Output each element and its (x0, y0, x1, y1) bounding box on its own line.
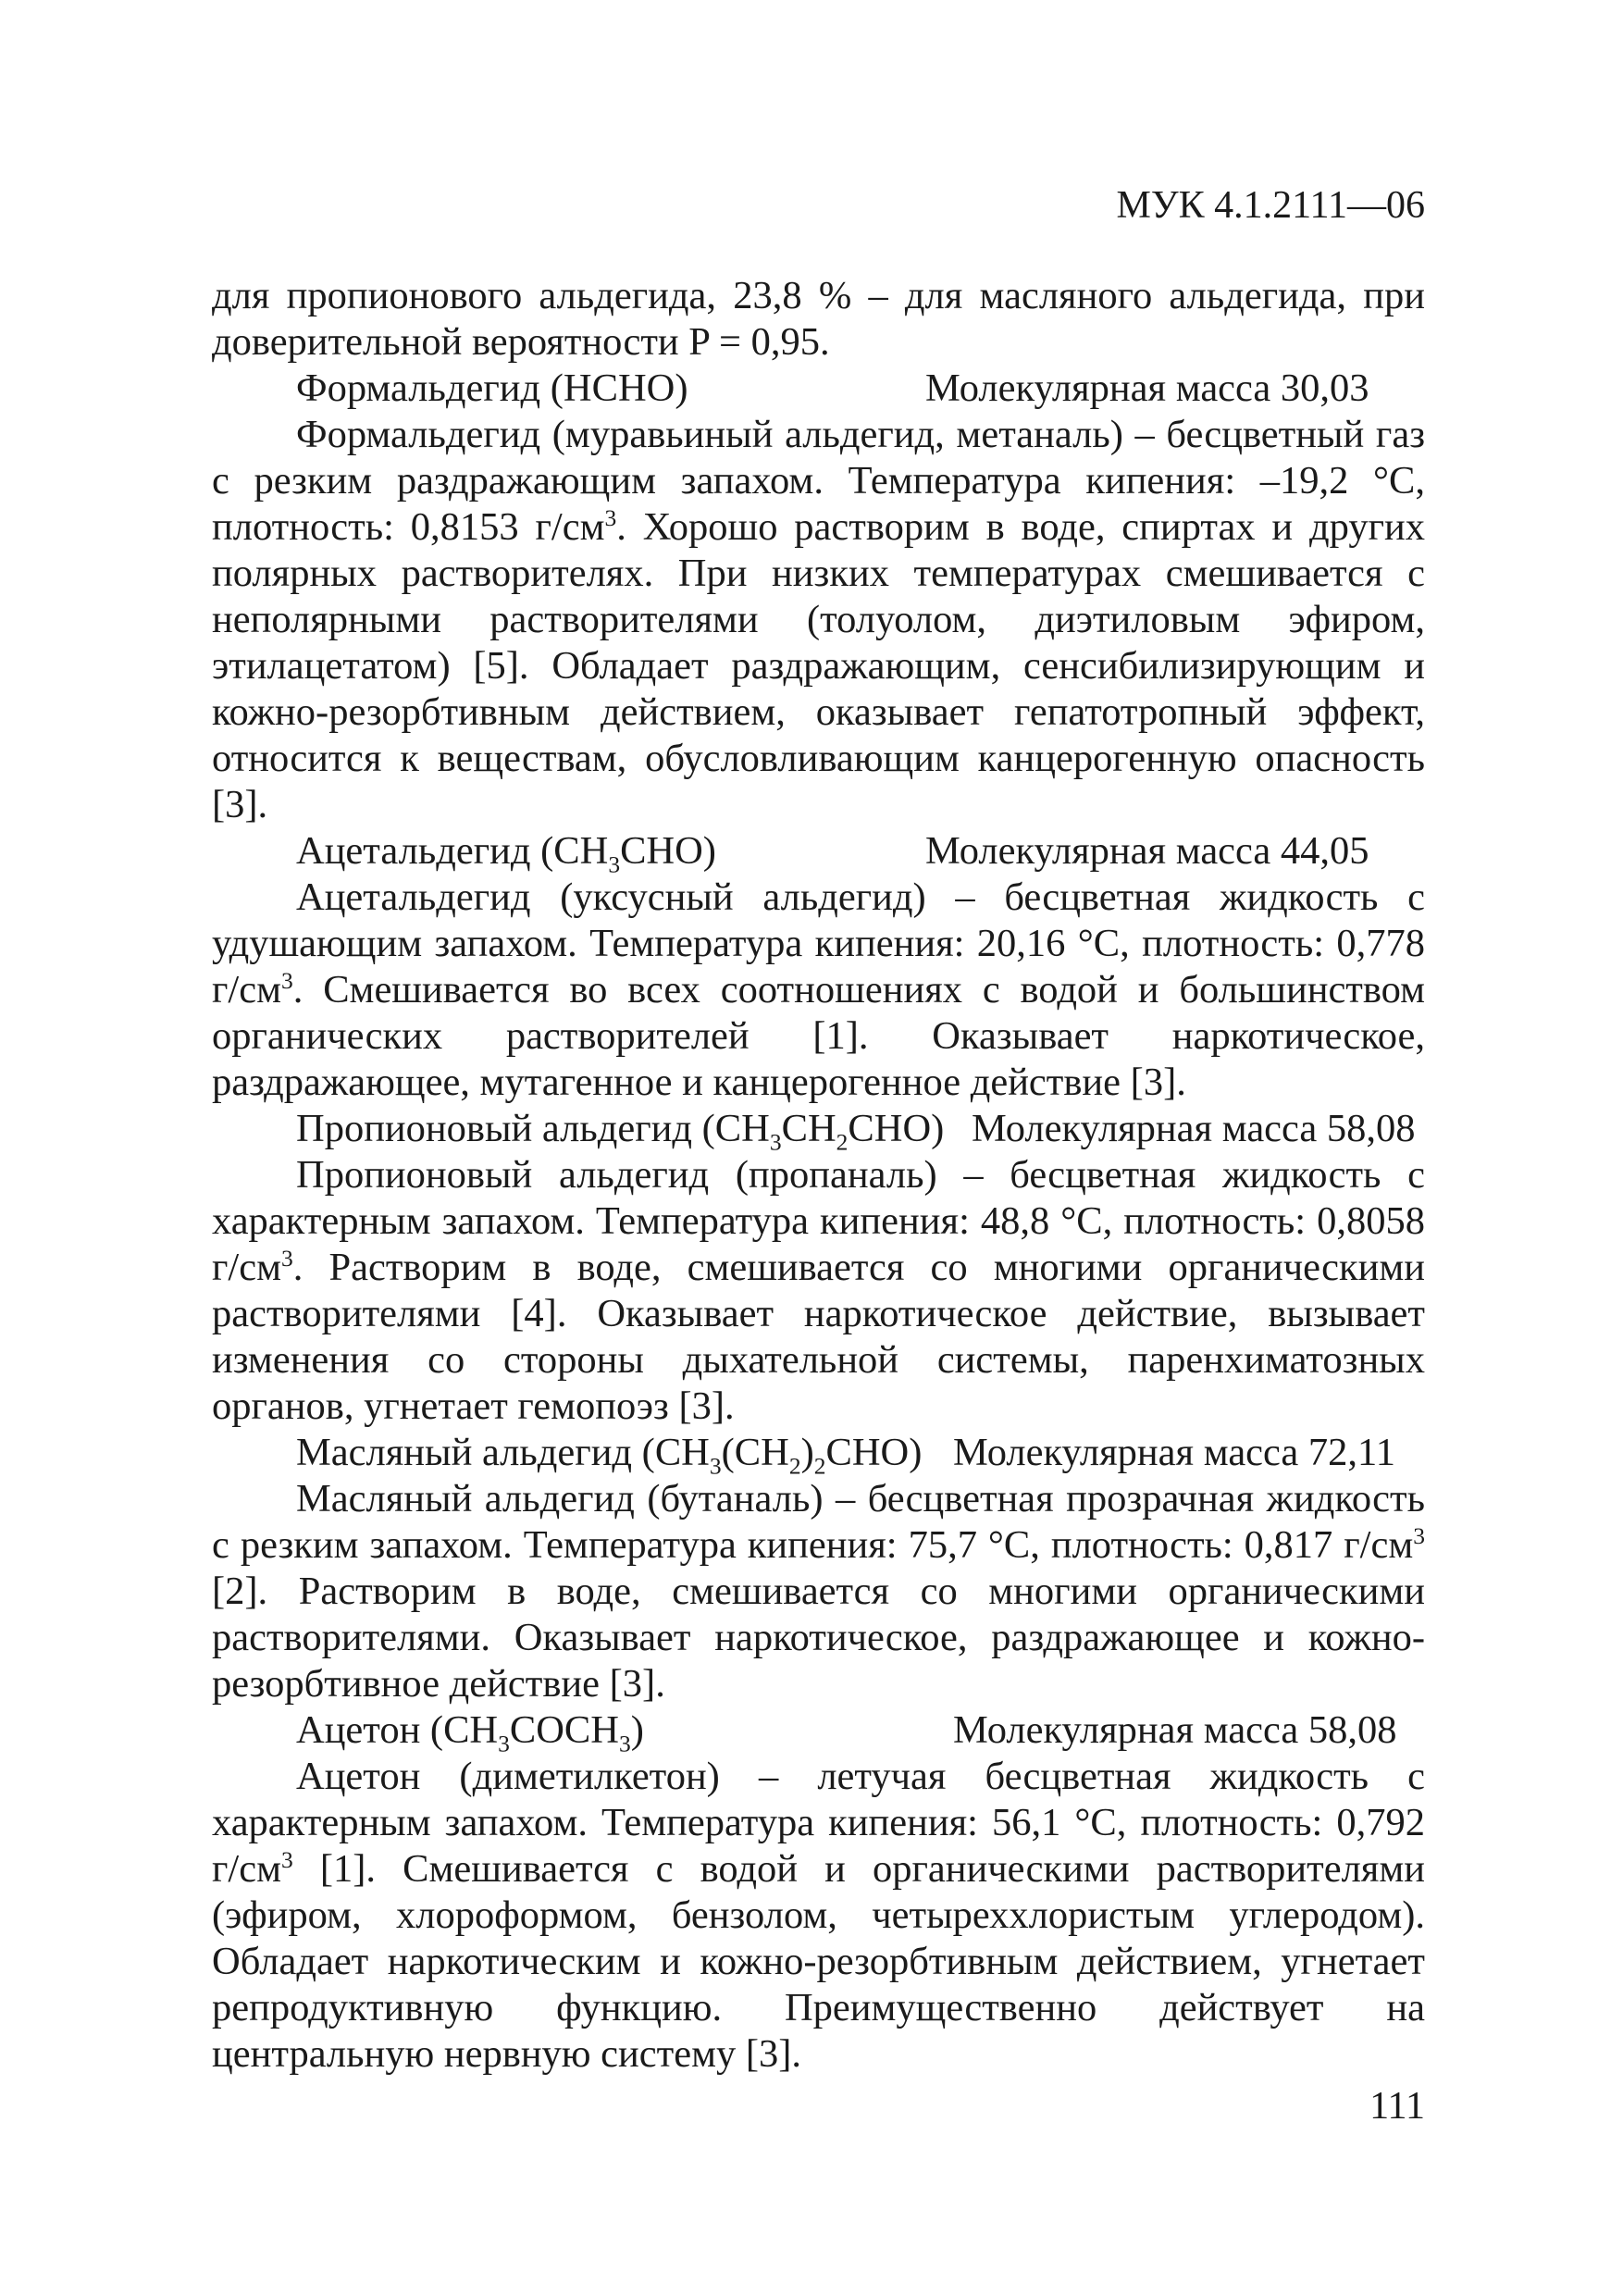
acetone-heading (212, 1707, 1425, 1757)
propionaldehyde-description: Пропионовый альдегид (пропаналь) – бесцветная жидкость с характерным запахом. Температура кипения: 48,8 °С, плотность: 0,8058 $г/см^3$. Растворим в воде, смешивается со многими органическими растворителями [4]. Оказывает наркотическое действие, вызывает изменения со стороны дыхательной системы, паренхиматозных органов, угнетает гемопоэз [3]. (212, 1153, 1425, 1428)
butyraldehyde-heading (212, 1430, 1425, 1480)
intro-paragraph: для пропионового альдегида, 23,8 % – для масляного альдегида, при доверительной вероятности P = 0,95. (212, 274, 1425, 364)
formaldehyde-heading (212, 366, 1425, 412)
acetone-description: Ацетон (диметилкетон) – летучая бесцветная жидкость с характерным запахом. Температура кипения: 56,1 °С, плотность: 0,792 $г/см^3$ [1]. Смешивается с водой и органическими растворителями (эфиром, хлороформом, бензолом, четыреххлористым углеродом). Обладает наркотическим и кожно-резорбтивным действием, угнетает репродуктивную функцию. Преимущественно действует на центральную нервную систему [3]. (212, 1755, 1425, 2076)
formaldehyde-mass: Молекулярная масса 30,03 (925, 366, 1369, 410)
formaldehyde-name: Формальдегид (HCHO) (296, 366, 688, 410)
acetone-name: Ацетон $(CH_3COCH_3)$ (296, 1708, 644, 1757)
page-number: 111 (1369, 2085, 1425, 2128)
propionaldehyde-mass: Молекулярная масса 58,08 (972, 1107, 1416, 1150)
propionaldehyde-name: Пропионовый альдегид $(CH_3CH_2CHO)$ (296, 1107, 945, 1156)
acetaldehyde-name: Ацетальдегид $(CH_3CHO)$ (296, 829, 716, 878)
propionaldehyde-heading (212, 1106, 1425, 1156)
acetaldehyde-description: Ацетальдегид (уксусный альдегид) – бесцветная жидкость с удушающим запахом. Температура кипения: 20,16 °С, плотность: 0,778 $г/см^3$. Смешивается во всех соотношениях с водой и большинством органических растворителей [1]. Оказывает наркотическое, раздражающее, мутагенное и канцерогенное действие [3]. (212, 875, 1425, 1104)
acetaldehyde-heading (212, 828, 1425, 878)
butyraldehyde-name: Масляный альдегид $(CH_3(CH_2)_2CHO)$ (296, 1431, 923, 1480)
document-body (212, 273, 1425, 2078)
butyraldehyde-description: Масляный альдегид (бутаналь) – бесцветная прозрачная жидкость с резким запахом. Температура кипения: 75,7 °С, плотность: 0,817 $г/см^3$ [2]. Растворим в воде, смешивается со многими органическими растворителями. Оказывает наркотическое, раздражающее и кожно-резорбтивное действие [3]. (212, 1477, 1425, 1706)
acetone-mass: Молекулярная масса 58,08 (953, 1708, 1397, 1752)
butyraldehyde-mass: Молекулярная масса 72,11 (953, 1431, 1395, 1474)
formaldehyde-description: Формальдегид (муравьиный альдегид, метаналь) – бесцветный газ с резким раздражающим запахом. Температура кипения: –19,2 °С, плотность: 0,8153 $г/см^3$. Хорошо растворим в воде, спиртах и других полярных растворителях. При низких температурах смешивается с неполярными растворителями (толуолом, диэтиловым эфиром, этилацетатом) [5]. Обладает раздражающим, сенсибилизирующим и кожно-резорбтивным действием, оказывает гепатотропный эффект, относится к веществам, обусловливающим канцерогенную опасность [3]. (212, 413, 1425, 826)
acetaldehyde-mass: Молекулярная масса 44,05 (925, 829, 1369, 873)
document-code-header: МУК 4.1.2111—06 (1116, 184, 1425, 227)
